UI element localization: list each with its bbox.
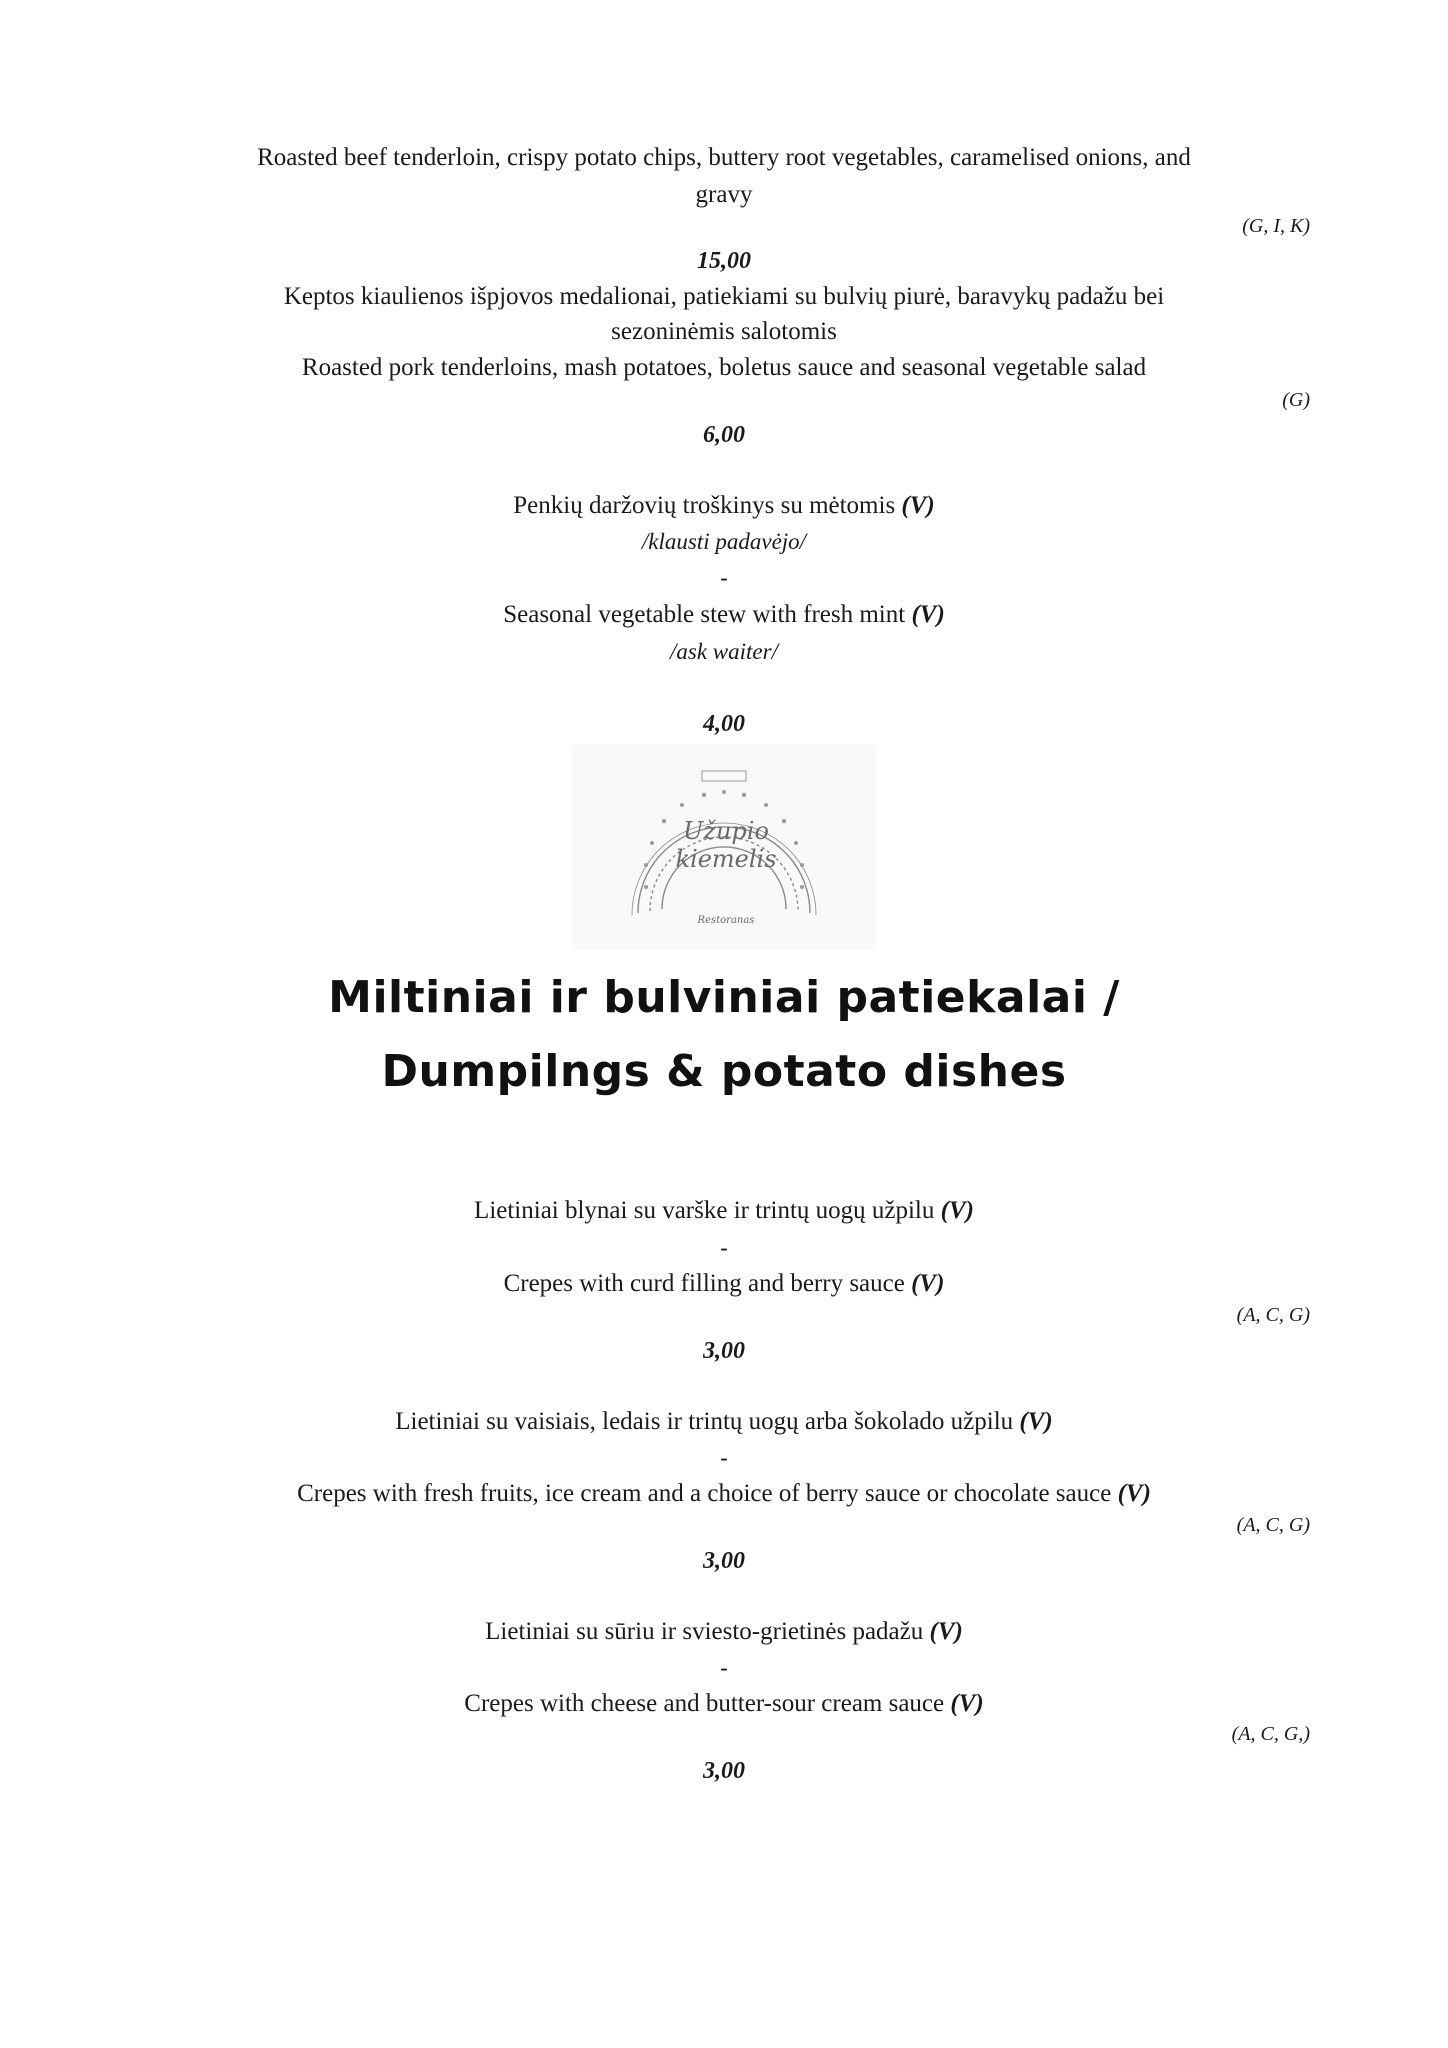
curd-crepes-title-en [0,1268,1448,1300]
vegetarian-mark: (V) [940,1197,974,1224]
vegetarian-mark: (V) [929,1618,963,1645]
fruit-crepes-title-en-text: Crepes with fresh fruits, ice cream and a choice of berry sauce or chocolate sauce [297,1480,1112,1507]
pork-description-lt-line1: Keptos kiaulienos išpjovos medalionai, patiekiami su bulvių piurė, baravykų padažu bei [283,283,1165,310]
restaurant-logo-icon [572,745,876,950]
beef-description-en-line2: gravy [695,181,753,208]
section-heading-line2: Dumpilngs & potato dishes [381,1046,1067,1097]
fruit-crepes-title-en [0,1478,1448,1510]
cheese-crepes-allergens: (A, C, G,) [1231,1723,1310,1745]
logo-caption: Restoranas [697,915,755,926]
beef-allergens: (G, I, K) [1242,215,1310,237]
stew-price: 4,00 [703,711,745,737]
pork-allergens: (G) [1282,389,1310,411]
stew-note-en: /ask waiter/ [670,639,778,664]
stew-title-lt [0,490,1448,522]
fruit-crepes-price: 3,00 [703,1548,745,1574]
fruit-crepes-title-lt [0,1406,1448,1438]
cheese-crepes-price: 3,00 [703,1758,745,1784]
pork-price: 6,00 [703,422,745,448]
curd-crepes-price: 3,00 [703,1338,745,1364]
logo-name-line2: kiemelis [675,845,777,873]
curd-crepes-title-lt [0,1195,1448,1227]
cheese-crepes-title-lt [0,1616,1448,1648]
vegetarian-mark: (V) [901,492,935,519]
curd-crepes-title-lt-text: Lietiniai blynai su varške ir trintų uogų užpilu [474,1197,935,1224]
stew-title-en [0,599,1448,631]
section-heading-line1: Miltiniai ir bulviniai patiekalai / [328,972,1120,1023]
vegetarian-mark: (V) [1117,1480,1151,1507]
fruit-crepes-allergens: (A, C, G) [1236,1514,1310,1536]
stew-note-lt: /klausti padavėjo/ [641,529,807,554]
pork-description-lt-line2: sezoninėmis salotomis [611,318,837,345]
curd-crepes-allergens: (A, C, G) [1236,1304,1310,1326]
vegetarian-mark: (V) [1019,1408,1053,1435]
beef-description-en-line1: Roasted beef tenderloin, crispy potato chips, buttery root vegetables, caramelised onions, and [257,144,1191,171]
stew-title-lt-text: Penkių daržovių troškinys su mėtomis [513,492,896,519]
fruit-crepes-separator: - [720,1445,728,1470]
curd-crepes-title-en-text: Crepes with curd filling and berry sauce [503,1270,905,1297]
vegetarian-mark: (V) [911,1270,945,1297]
cheese-crepes-title-lt-text: Lietiniai su sūriu ir sviesto-grietinės padažu [485,1618,924,1645]
vegetarian-mark: (V) [950,1690,984,1717]
beef-price: 15,00 [697,248,751,274]
cheese-crepes-title-en-text: Crepes with cheese and butter-sour cream sauce [464,1690,945,1717]
curd-crepes-separator: - [720,1235,728,1260]
pork-description-en: Roasted pork tenderloins, mash potatoes, boletus sauce and seasonal vegetable salad [301,354,1147,381]
stew-separator: - [720,565,728,590]
cheese-crepes-title-en [0,1688,1448,1720]
stew-title-en-text: Seasonal vegetable stew with fresh mint [503,601,906,628]
logo-name-line1: Užupio [683,817,769,845]
cheese-crepes-separator: - [720,1655,728,1680]
vegetarian-mark: (V) [911,601,945,628]
fruit-crepes-title-lt-text: Lietiniai su vaisiais, ledais ir trintų uogų arba šokolado užpilu [395,1408,1014,1435]
